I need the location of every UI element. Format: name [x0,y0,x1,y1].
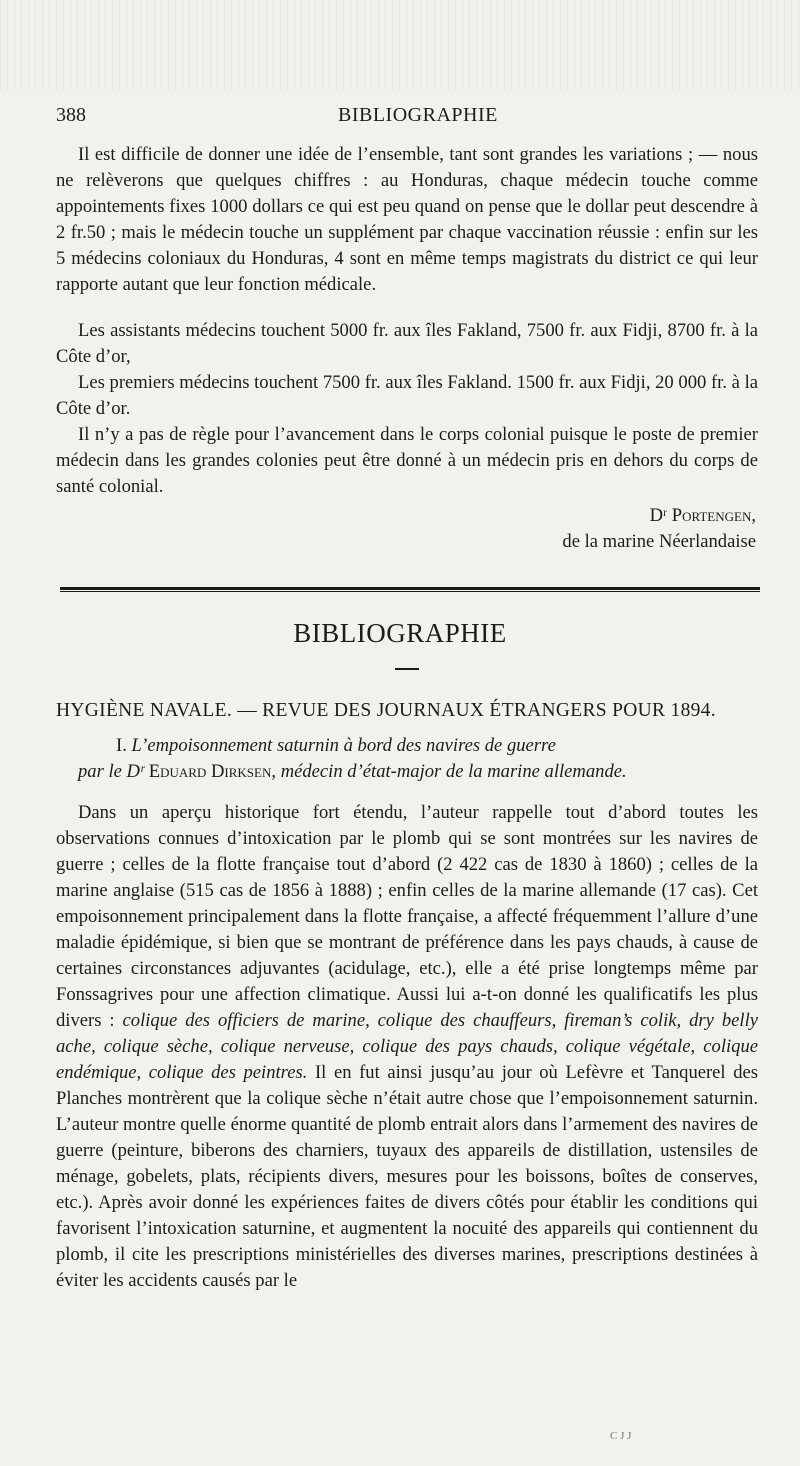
article-par: par le Dʳ [78,761,145,782]
article-body-b: Il en fut ainsi jusqu’au jour où Lefèvre et Tanquerel des Planches montrèrent que la colique sèche n’était autre chose que l’empoisonnement saturnin. L’auteur montre quelle énorme quantité de plomb entrait alors dans l’armement des navires de guerre (peinture, biberons des charniers, tuyaux des appareils de distillation, ustensiles de ménage, gobelets, plats, récipients divers, mesures pour les boissons, boîtes de conserves, etc.). Après avoir donné les expériences faites de divers côtés pour établir les conditions qui favorisent l’intoxication saturnine, et augmentent la nocuité des appareils qui contiennent du plomb, il cite les prescriptions ministérielles des diverses marines, prescriptions destinées à éviter les accidents causés par le [56,1062,758,1291]
article-heading-line1 [56,733,758,759]
paragraph-assistants: Les assistants médecins touchent 5000 fr. aux îles Fakland, 7500 fr. aux Fidji, 8700 fr. à la Côte d’or, [56,320,758,367]
title-dash [395,668,419,670]
article-author-role: médecin d’état-major de la marine allemande. [280,761,627,782]
article-body-italic: colique des officiers de marine, colique des chauffeurs, fireman’s colik, dry belly ache, colique sèche, colique nerveuse, colique des pays chauds, colique végétale, colique endémique, colique des peintres. [56,1010,758,1083]
running-title: BIBLIOGRAPHIE [338,104,498,126]
signature-name: Portengen, [671,505,756,526]
signature-title: Dʳ [649,505,668,526]
paragraph-salaries: Il est difficile de donner une idée de l’ensemble, tant sont grandes les variations ; — nous ne relèverons que quelques chiffres : au Honduras, chaque médecin touche comme appointements fixes 1000 dollars ce qui est peu quand on pense que le dollar peut descendre à 2 fr.50 ; mais le médecin touche un supplément par chaque vaccination réussie : enfin sur les 5 médecins coloniaux du Honduras, 4 sont en même temps magistrats du district ce qui leur rapporte autant que leur fonction médicale. [56,144,758,295]
signature-line [426,503,756,529]
paragraph-first-doctors: Les premiers médecins touchent 7500 fr. aux îles Fakland. 1500 fr. aux Fidji, 20 000 fr. à la Côte d’or. [56,372,758,419]
signature-block [426,503,756,555]
footer-mark: C J J [610,1430,632,1442]
page-number: 388 [56,104,86,126]
article-body-a: Dans un aperçu historique fort étendu, l’auteur rappelle tout d’abord toutes les observations connues d’intoxication par le plomb qui se sont montrées sur les navires de guerre ; celles de la flotte française tout d’abord (2 422 cas de 1830 à 1860) ; celles de la marine anglaise (515 cas de 1856 à 1888) ; enfin celles de la marine allemande (17 cas). Cet empoisonnement principalement dans la flotte française, a affecté fréquemment l’allure d’une maladie épidémique, si bien que se montrant de préférence dans les pays chauds, à cause de certaines circonstances adjuvantes (acidulage, etc.), elle a été prise longtemps même par Fonssagrives pour une affection climatique. Aussi lui a-t-on donné les qualificatifs les plus divers : [56,802,758,1031]
bleed-through-margin [0,0,800,90]
article-heading [56,733,758,785]
section-divider-thin [60,591,760,592]
section-subhead: HYGIÈNE NAVALE. — REVUE DES JOURNAUX ÉTRANGERS POUR 1894. [56,700,716,721]
section-divider-thick [60,587,760,590]
article-author: Eduard Dirksen, [148,761,277,782]
article-title: L’empoisonnement saturnin à bord des navires de guerre [131,735,556,756]
paragraph-advancement: Il n’y a pas de règle pour l’avancement dans le corps colonial puisque le poste de premier médecin dans les grandes colonies peut être donné à un médecin pris en dehors du corps de santé colonial. [56,424,758,497]
article-heading-line2 [56,759,758,785]
article-body [56,800,758,1294]
signature-affiliation: de la marine Néerlandaise [562,531,756,552]
running-head [56,104,756,130]
article-numeral: I. [116,735,127,756]
section-title: BIBLIOGRAPHIE [293,618,507,648]
